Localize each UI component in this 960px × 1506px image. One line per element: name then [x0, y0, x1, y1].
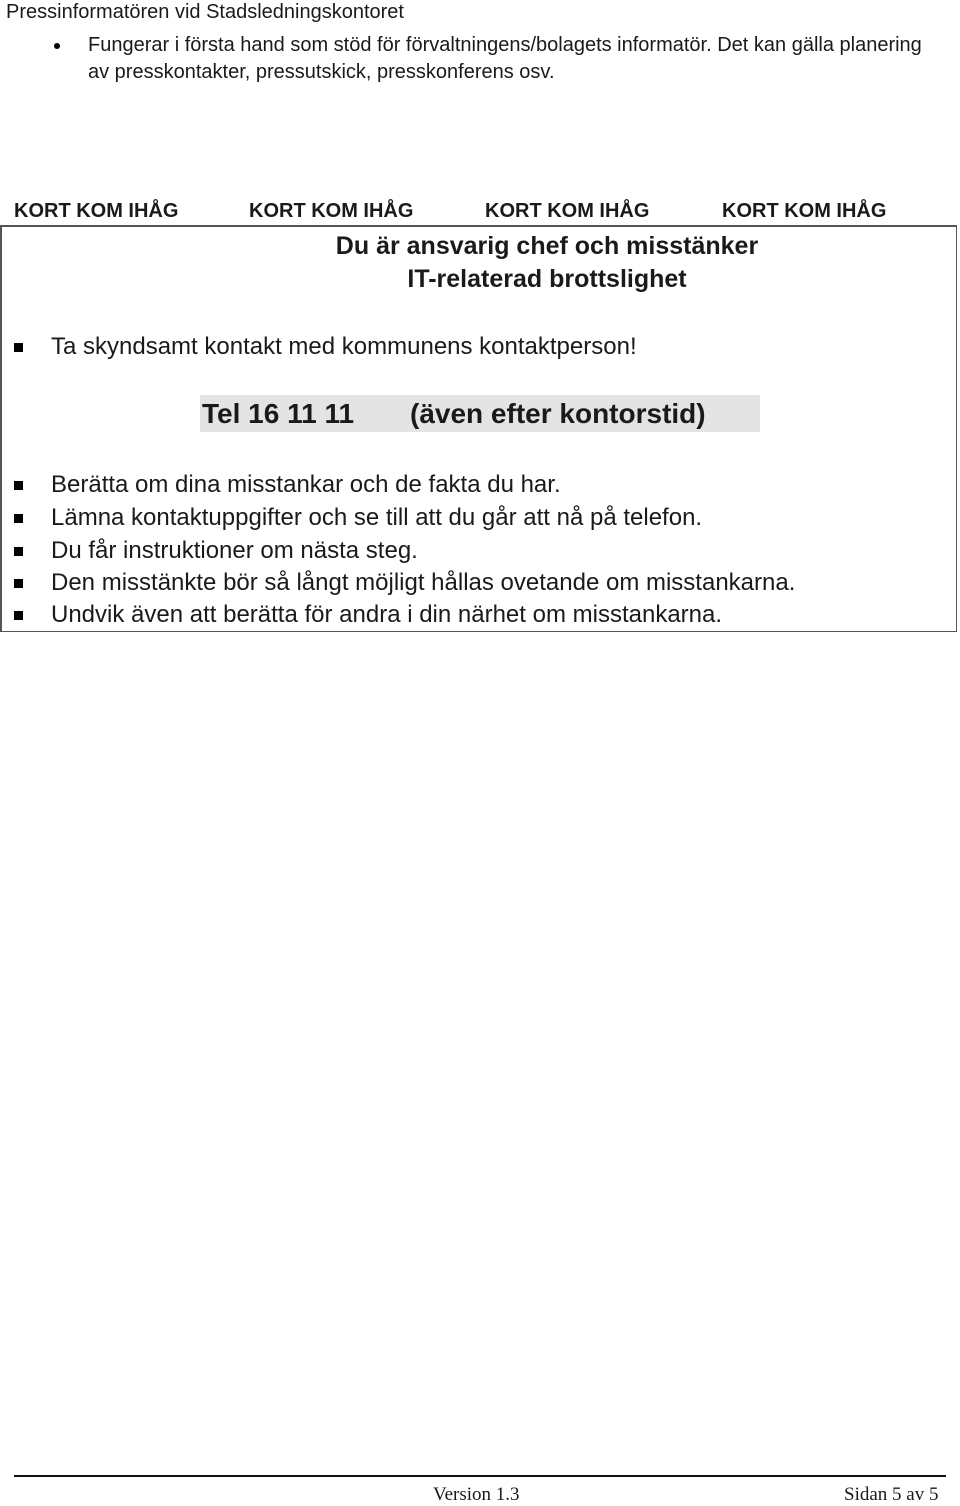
phone-note: (även efter kontorstid) [410, 398, 706, 429]
reminder-item-text: Berätta om dina misstankar och de fakta du har. [51, 471, 561, 498]
reminder-item-text: Lämna kontaktuppgifter och se till att du går att nå på telefon. [51, 504, 703, 531]
reminder-label: KORT KOM IHÅG [485, 200, 650, 222]
square-bullet-icon [14, 481, 23, 490]
reminder-label: KORT KOM IHÅG [249, 200, 414, 222]
footer-version: Version 1.3 [433, 1484, 520, 1505]
footer-page-number: Sidan 5 av 5 [844, 1484, 939, 1505]
intro-list [0, 32, 960, 86]
square-bullet-icon [14, 611, 23, 620]
intro-list-item [0, 32, 948, 86]
reminder-item-text: Undvik även att berätta för andra i din närhet om misstankarna. [51, 601, 723, 628]
reminder-label: KORT KOM IHÅG [722, 200, 887, 222]
round-bullet-icon [54, 43, 60, 49]
phone-number: Tel 16 11 11 [202, 398, 355, 429]
reminder-title-line1: Du är ansvarig chef och misstänker [335, 232, 759, 260]
phone-highlight [200, 395, 760, 432]
reminder-item-text: Ta skyndsamt kontakt med kommunens kontaktperson! [51, 333, 637, 360]
square-bullet-icon [14, 579, 23, 588]
reminder-label: KORT KOM IHÅG [14, 200, 179, 222]
square-bullet-icon [14, 514, 23, 523]
reminder-title-line2: IT-relaterad brottslighet [407, 265, 687, 293]
square-bullet-icon [14, 343, 23, 352]
square-bullet-icon [14, 547, 23, 556]
reminder-item-text: Du får instruktioner om nästa steg. [51, 537, 418, 564]
intro-item-text: Fungerar i första hand som stöd för förvaltningens/bolagets informatör. Det kan gälla planering av presskontakter, pressutskick, presskonferens osv. [88, 34, 922, 83]
section-heading: Pressinformatören vid Stadsledningskontoret [6, 1, 404, 23]
reminder-label-row [14, 200, 914, 224]
footer-divider [14, 1475, 946, 1477]
reminder-item-text: Den misstänkte bör så långt möjligt hållas ovetande om misstankarna. [51, 569, 796, 596]
